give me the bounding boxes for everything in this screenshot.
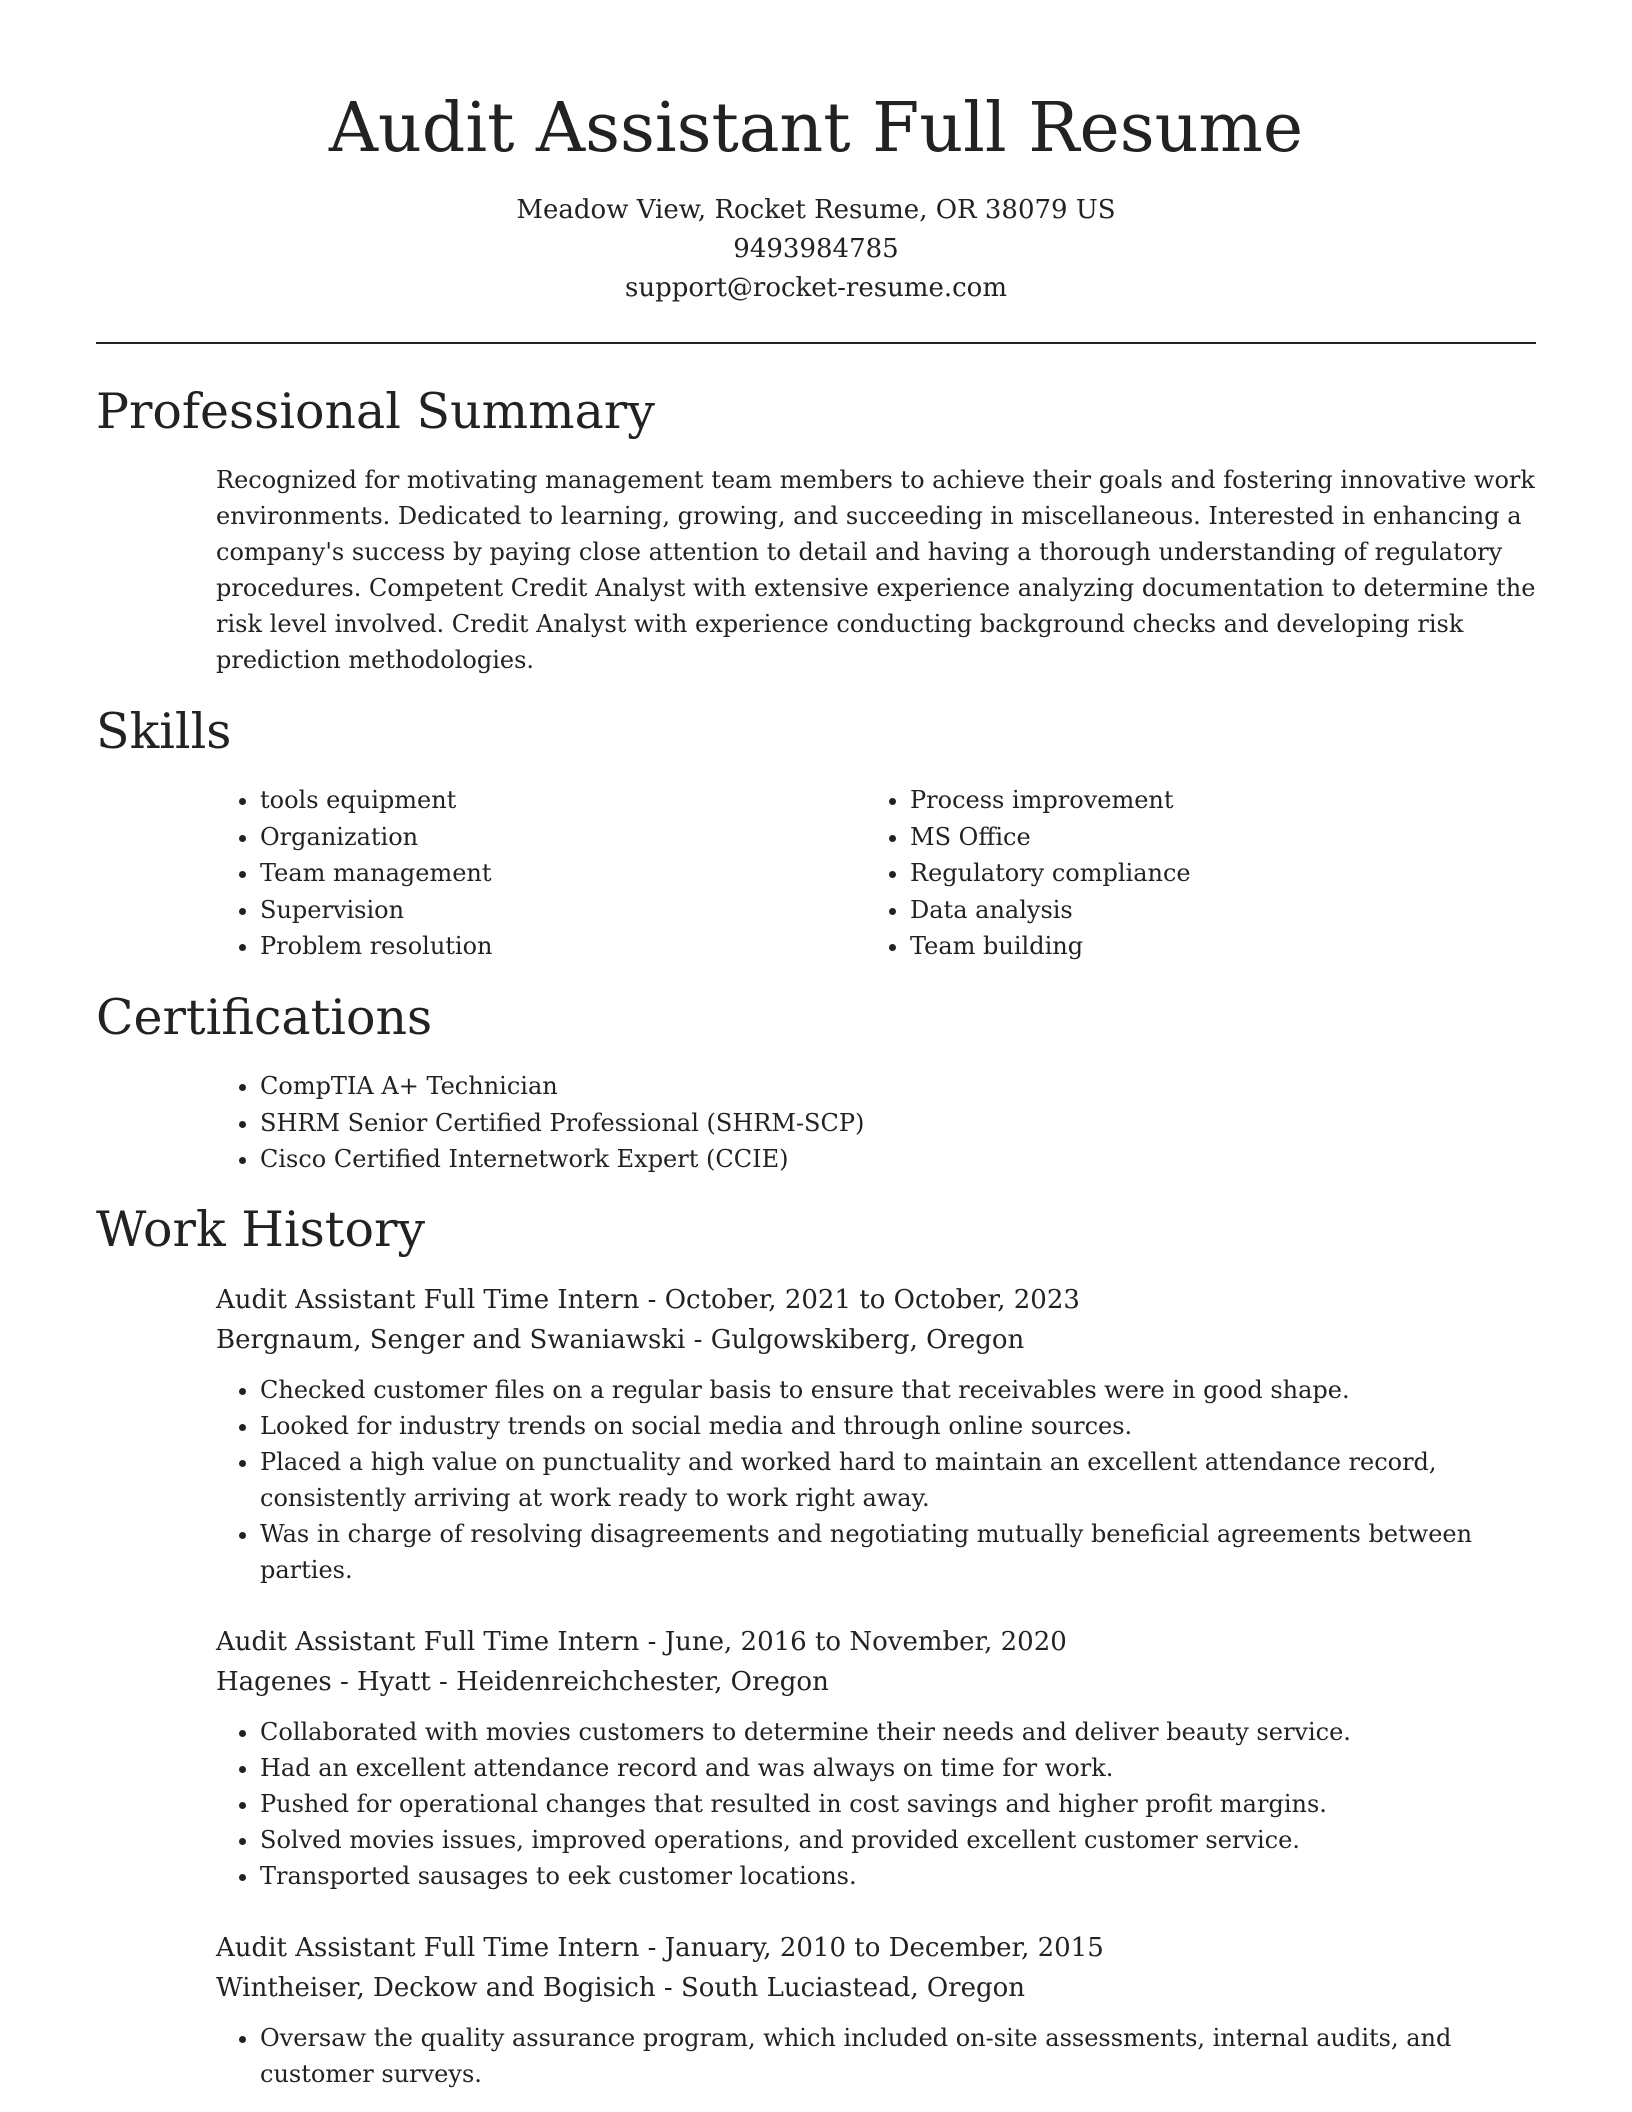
job-bullet: • Transported sausages to eek customer locations.: [260, 1858, 1536, 1894]
job-dates: January, 2010 to December, 2015: [664, 1933, 1104, 1963]
job-company: Hagenes - Hyatt: [216, 1667, 431, 1697]
skills-column-right: [866, 782, 1466, 965]
job-title: Audit Assistant Full Time Intern: [216, 1627, 640, 1657]
contact-address: Meadow View, Rocket Resume, OR 38079 US: [516, 195, 1116, 225]
job-bullet: • Pushed for operational changes that resulted in cost savings and higher profit margins.: [260, 1786, 1536, 1822]
skill-item: • Organization: [260, 819, 816, 856]
certification-item: • Cisco Certified Internetwork Expert (CCIE): [260, 1141, 1416, 1178]
job-entry: [216, 1622, 1536, 1894]
job-location: South Luciastead, Oregon: [680, 1973, 1026, 2003]
skill-item: • Process improvement: [910, 782, 1466, 819]
skill-item: • Data analysis: [910, 892, 1466, 929]
skill-item: • Team management: [260, 855, 816, 892]
summary-text: Recognized for motivating management team members to achieve their goals and fostering innovative work environments. Dedicated to learning, growing, and succeeding in miscellaneous. Interested in enhancing a company's success by paying close attention to detail and having a thorough understanding of regulatory procedures. Competent Credit Analyst with extensive experience analyzing documentation to determine the risk level involved. Credit Analyst with experience conducting background checks and developing risk prediction methodologies.: [216, 466, 1536, 674]
job-dates: October, 2021 to October, 2023: [664, 1285, 1080, 1315]
job-location: Heidenreichchester, Oregon: [456, 1667, 829, 1697]
job-bullets: [216, 1372, 1536, 1588]
section-heading-skills: Skills: [96, 703, 232, 760]
job-dates: June, 2016 to November, 2020: [664, 1627, 1067, 1657]
job-bullet: • Solved movies issues, improved operations, and provided excellent customer service.: [260, 1822, 1536, 1858]
job-company-line: [216, 1320, 1536, 1360]
job-company-line: [216, 1662, 1536, 1702]
certification-item: • CompTIA A+ Technician: [260, 1068, 1416, 1105]
section-heading-certifications: Certifications: [96, 989, 433, 1046]
job-title-line: [216, 1280, 1536, 1320]
certifications-list: [216, 1068, 1416, 1178]
job-bullets: [216, 1714, 1536, 1894]
job-title: Audit Assistant Full Time Intern: [216, 1933, 640, 1963]
job-bullet: • Checked customer files on a regular basis to ensure that receivables were in good shape.: [260, 1372, 1536, 1408]
skill-item: • MS Office: [910, 819, 1466, 856]
resume-title: Audit Assistant Full Resume: [328, 89, 1304, 168]
job-title-line: [216, 1622, 1536, 1662]
skill-item: • tools equipment: [260, 782, 816, 819]
separator: -: [639, 1285, 665, 1315]
skills-column-left: [216, 782, 816, 965]
job-location: Gulgowskiberg, Oregon: [710, 1325, 1025, 1355]
certification-item: • SHRM Senior Certified Professional (SHRM-SCP): [260, 1105, 1416, 1142]
separator: -: [639, 1627, 665, 1657]
header-divider: [96, 342, 1536, 344]
job-bullets: [216, 2020, 1536, 2092]
separator: -: [639, 1933, 665, 1963]
separator: -: [430, 1667, 457, 1697]
job-bullet: • Collaborated with movies customers to determine their needs and deliver beauty service.: [260, 1714, 1536, 1750]
section-heading-work-history: Work History: [96, 1201, 426, 1258]
contact-phone: 9493984785: [733, 234, 899, 264]
skill-item: • Supervision: [260, 892, 816, 929]
job-entry: [216, 1928, 1536, 2092]
separator: -: [685, 1325, 711, 1355]
section-heading-summary: Professional Summary: [96, 383, 655, 440]
skill-item: • Team building: [910, 928, 1466, 965]
skill-item: • Regulatory compliance: [910, 855, 1466, 892]
job-title: Audit Assistant Full Time Intern: [216, 1285, 640, 1315]
job-entry: [216, 1280, 1536, 1588]
skill-item: • Problem resolution: [260, 928, 816, 965]
job-bullet: • Had an excellent attendance record and was always on time for work.: [260, 1750, 1536, 1786]
job-bullet: • Looked for industry trends on social media and through online sources.: [260, 1408, 1536, 1444]
job-company: Bergnaum, Senger and Swaniawski: [216, 1325, 686, 1355]
job-company-line: [216, 1968, 1536, 2008]
job-bullet: • Oversaw the quality assurance program, which included on-site assessments, internal audits, and customer surveys.: [260, 2020, 1536, 2092]
job-title-line: [216, 1928, 1536, 1968]
job-bullet: • Placed a high value on punctuality and worked hard to maintain an excellent attendance record, consistently arriving at work ready to work right away.: [260, 1444, 1536, 1516]
contact-email: support@rocket-resume.com: [624, 273, 1007, 303]
separator: -: [655, 1973, 681, 2003]
job-bullet: • Was in charge of resolving disagreements and negotiating mutually beneficial agreements between parties.: [260, 1516, 1536, 1588]
job-company: Wintheiser, Deckow and Bogisich: [216, 1973, 656, 2003]
